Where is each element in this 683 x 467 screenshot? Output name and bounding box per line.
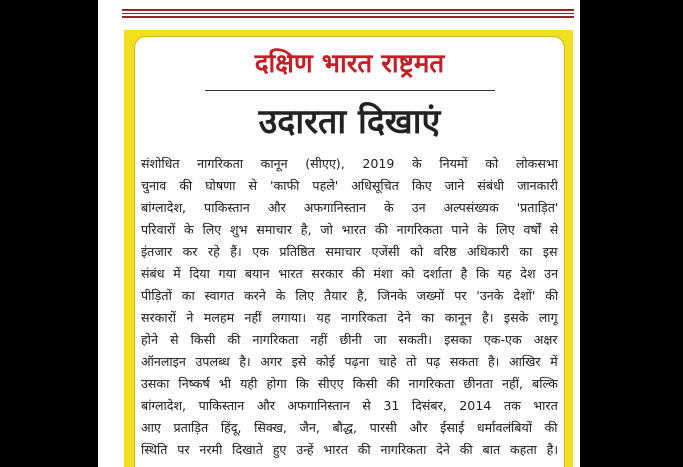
body-line: ऑनलाइन उपलब्ध है। अगर इसे कोई पढ़ना चाहे तो पढ़ सकता है। आखिर में bbox=[141, 354, 558, 369]
body-line: परिवारों के लिए शुभ समाचार है, जो भारत की नागरिकता पाने के लिए वर्षों से bbox=[141, 222, 558, 237]
editorial-box bbox=[134, 36, 565, 467]
top-rule-thin bbox=[122, 13, 574, 14]
body-line: सरकारों ने मलहम नहीं लगाया। यह नागरिकता देने का कानून है। इसके लागू bbox=[141, 310, 558, 325]
body-line: बांग्लादेश, पाकिस्तान और अफगानिस्तान से 31 दिसंबर, 2014 तक भारत bbox=[141, 398, 558, 413]
body-line: इंतजार कर रहे हैं। एक प्रतिष्ठित समाचार एजेंसी को वरिष्ठ अधिकारी का इस bbox=[141, 244, 558, 259]
body-line: स्थिति पर नरमी दिखाते हुए उन्हें भारत की नागरिकता देने की बात कहता है। bbox=[141, 442, 558, 457]
editorial-headline: उदारता दिखाएं bbox=[258, 102, 441, 142]
masthead-underline bbox=[205, 90, 495, 91]
top-rule bbox=[122, 9, 574, 11]
editorial-body bbox=[141, 153, 558, 461]
body-line: होने से किसी की नागरिकता नहीं छीनी जा सकती। इसका एक-एक अक्षर bbox=[141, 332, 558, 347]
body-line: संशोधित नागरिकता कानून (सीएए), 2019 के नियमों को लोकसभा bbox=[141, 156, 558, 171]
body-line: आए प्रताड़ित हिंदू, सिक्ख, जैन, बौद्ध, पारसी और ईसाई धर्मावलंबियों की bbox=[141, 420, 558, 435]
body-line: उसका निष्कर्ष भी यही होगा कि सीएए किसी की नागरिकता छीनता नहीं, बल्कि bbox=[141, 376, 558, 391]
top-rule-lower bbox=[122, 16, 574, 18]
body-line: बांग्लादेश, पाकिस्तान और अफगानिस्तान के उन अल्पसंख्यक 'प्रताड़ित' bbox=[141, 200, 558, 215]
masthead-title: दक्षिण भारत राष्ट्रमत bbox=[254, 49, 445, 79]
newspaper-page bbox=[98, 0, 580, 467]
body-line: चुनाव की घोषणा से 'काफी पहले' अधिसूचित किए जाने संबंधी जानकारी bbox=[141, 178, 558, 193]
body-line: संबंध में दिया गया बयान भारत सरकार की मंशा को दर्शाता है कि यह देश उन bbox=[141, 266, 558, 281]
body-line: पीड़ितों का स्वागत करने के लिए तैयार है, जिनके जख्मों पर 'उनके देशों' की bbox=[141, 288, 558, 303]
